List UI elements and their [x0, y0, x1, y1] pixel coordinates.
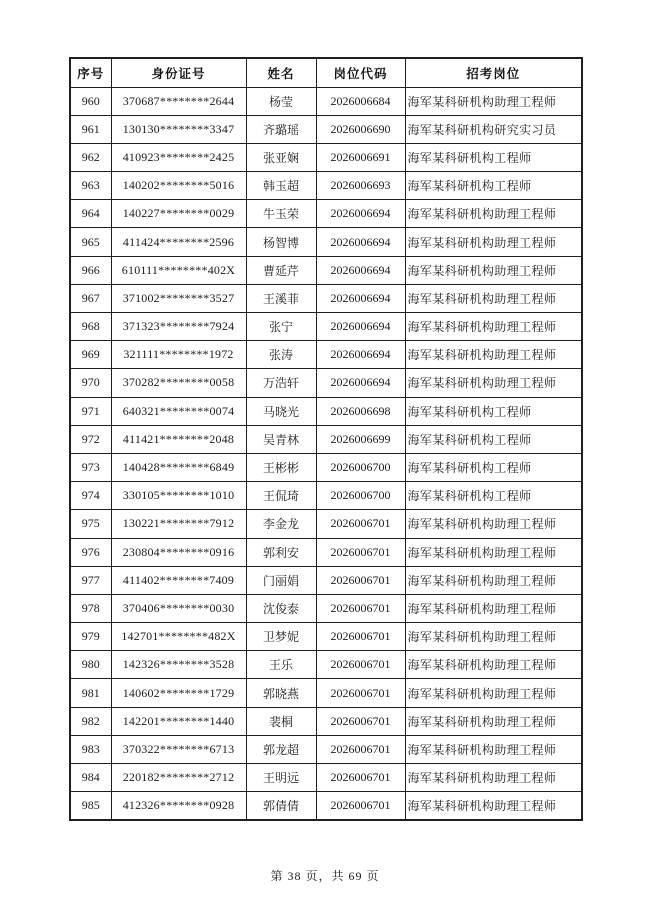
- cell-name: 王乐: [246, 651, 316, 679]
- cell-name: 杨智博: [246, 228, 316, 256]
- cell-name: 张亚娴: [246, 143, 316, 171]
- col-header-serial: 序号: [70, 58, 111, 87]
- cell-position-title: 海军某科研机构助理工程师: [405, 538, 582, 566]
- table-row: [70, 566, 582, 594]
- cell-id-number: 640321********0074: [111, 397, 246, 425]
- cell-serial: 962: [70, 143, 111, 171]
- cell-name: 马晓光: [246, 397, 316, 425]
- cell-position-code: 2026006699: [316, 425, 405, 453]
- cell-position-code: 2026006694: [316, 200, 405, 228]
- cell-position-title: 海军某科研机构研究实习员: [405, 115, 582, 143]
- cell-position-code: 2026006701: [316, 510, 405, 538]
- cell-name: 吴青林: [246, 425, 316, 453]
- cell-position-title: 海军某科研机构助理工程师: [405, 792, 582, 820]
- table-row: [70, 369, 582, 397]
- cell-position-title: 海军某科研机构工程师: [405, 397, 582, 425]
- cell-name: 杨莹: [246, 87, 316, 115]
- cell-position-title: 海军某科研机构助理工程师: [405, 707, 582, 735]
- page-number-footer: 第 38 页，共 69 页: [270, 869, 380, 883]
- cell-name: 郭利安: [246, 538, 316, 566]
- cell-serial: 974: [70, 482, 111, 510]
- cell-id-number: 411424********2596: [111, 228, 246, 256]
- cell-name: 牛玉荣: [246, 200, 316, 228]
- cell-position-title: 海军某科研机构助理工程师: [405, 623, 582, 651]
- table-row: [70, 623, 582, 651]
- cell-serial: 973: [70, 453, 111, 481]
- cell-name: 万浩轩: [246, 369, 316, 397]
- cell-serial: 985: [70, 792, 111, 820]
- cell-serial: 961: [70, 115, 111, 143]
- cell-position-code: 2026006694: [316, 313, 405, 341]
- cell-serial: 967: [70, 284, 111, 312]
- col-header-position-code: 岗位代码: [316, 58, 405, 87]
- table-row: [70, 87, 582, 115]
- cell-position-title: 海军某科研机构助理工程师: [405, 651, 582, 679]
- cell-serial: 965: [70, 228, 111, 256]
- cell-id-number: 370687********2644: [111, 87, 246, 115]
- cell-name: 裴桐: [246, 707, 316, 735]
- cell-name: 郭倩倩: [246, 792, 316, 820]
- cell-name: 齐璐瑶: [246, 115, 316, 143]
- cell-position-title: 海军某科研机构助理工程师: [405, 764, 582, 792]
- cell-name: 王明远: [246, 764, 316, 792]
- cell-position-title: 海军某科研机构助理工程师: [405, 200, 582, 228]
- cell-position-code: 2026006701: [316, 707, 405, 735]
- cell-position-code: 2026006701: [316, 623, 405, 651]
- table-row: [70, 735, 582, 763]
- cell-name: 李金龙: [246, 510, 316, 538]
- cell-id-number: 411421********2048: [111, 425, 246, 453]
- cell-serial: 981: [70, 679, 111, 707]
- cell-serial: 972: [70, 425, 111, 453]
- cell-serial: 979: [70, 623, 111, 651]
- cell-position-code: 2026006701: [316, 792, 405, 820]
- cell-id-number: 220182********2712: [111, 764, 246, 792]
- table-row: [70, 764, 582, 792]
- cell-serial: 976: [70, 538, 111, 566]
- table-row: [70, 397, 582, 425]
- cell-position-code: 2026006693: [316, 172, 405, 200]
- cell-serial: 969: [70, 341, 111, 369]
- cell-id-number: 230804********0916: [111, 538, 246, 566]
- table-row: [70, 510, 582, 538]
- cell-position-code: 2026006701: [316, 594, 405, 622]
- cell-position-code: 2026006701: [316, 538, 405, 566]
- cell-serial: 982: [70, 707, 111, 735]
- cell-name: 门丽娟: [246, 566, 316, 594]
- table-row: [70, 707, 582, 735]
- table-row: [70, 538, 582, 566]
- cell-serial: 983: [70, 735, 111, 763]
- cell-position-code: 2026006701: [316, 764, 405, 792]
- table-row: [70, 792, 582, 820]
- cell-id-number: 370406********0030: [111, 594, 246, 622]
- cell-position-title: 海军某科研机构助理工程师: [405, 313, 582, 341]
- cell-position-code: 2026006694: [316, 284, 405, 312]
- cell-id-number: 330105********1010: [111, 482, 246, 510]
- cell-position-title: 海军某科研机构助理工程师: [405, 735, 582, 763]
- cell-position-code: 2026006694: [316, 369, 405, 397]
- cell-name: 张涛: [246, 341, 316, 369]
- cell-position-code: 2026006701: [316, 566, 405, 594]
- cell-id-number: 142201********1440: [111, 707, 246, 735]
- table-row: [70, 453, 582, 481]
- cell-position-title: 海军某科研机构助理工程师: [405, 228, 582, 256]
- cell-name: 沈俊泰: [246, 594, 316, 622]
- cell-position-code: 2026006700: [316, 482, 405, 510]
- cell-position-code: 2026006694: [316, 228, 405, 256]
- cell-position-code: 2026006701: [316, 679, 405, 707]
- table-row: [70, 482, 582, 510]
- table-row: [70, 425, 582, 453]
- cell-id-number: 321111********1972: [111, 341, 246, 369]
- cell-id-number: 142326********3528: [111, 651, 246, 679]
- cell-id-number: 371323********7924: [111, 313, 246, 341]
- table-row: [70, 313, 582, 341]
- cell-position-code: 2026006694: [316, 341, 405, 369]
- cell-id-number: 140428********6849: [111, 453, 246, 481]
- table-row: [70, 172, 582, 200]
- table-row: [70, 594, 582, 622]
- table-row: [70, 679, 582, 707]
- cell-name: 张宁: [246, 313, 316, 341]
- cell-position-title: 海军某科研机构助理工程师: [405, 510, 582, 538]
- recruitment-roster-table: [69, 57, 583, 821]
- cell-name: 王彬彬: [246, 453, 316, 481]
- cell-serial: 977: [70, 566, 111, 594]
- cell-name: 卫梦妮: [246, 623, 316, 651]
- cell-serial: 966: [70, 256, 111, 284]
- cell-position-title: 海军某科研机构助理工程师: [405, 341, 582, 369]
- cell-name: 郭龙超: [246, 735, 316, 763]
- cell-serial: 970: [70, 369, 111, 397]
- cell-position-title: 海军某科研机构助理工程师: [405, 679, 582, 707]
- cell-id-number: 370282********0058: [111, 369, 246, 397]
- cell-id-number: 412326********0928: [111, 792, 246, 820]
- cell-id-number: 370322********6713: [111, 735, 246, 763]
- table-row: [70, 200, 582, 228]
- cell-name: 韩玉超: [246, 172, 316, 200]
- cell-position-code: 2026006701: [316, 735, 405, 763]
- cell-position-title: 海军某科研机构工程师: [405, 482, 582, 510]
- cell-position-code: 2026006698: [316, 397, 405, 425]
- cell-position-title: 海军某科研机构助理工程师: [405, 87, 582, 115]
- table-row: [70, 284, 582, 312]
- cell-position-title: 海军某科研机构工程师: [405, 425, 582, 453]
- cell-position-title: 海军某科研机构工程师: [405, 172, 582, 200]
- cell-name: 曹延芹: [246, 256, 316, 284]
- cell-serial: 971: [70, 397, 111, 425]
- cell-serial: 964: [70, 200, 111, 228]
- table-row: [70, 143, 582, 171]
- cell-name: 王溪菲: [246, 284, 316, 312]
- cell-id-number: 610111********402X: [111, 256, 246, 284]
- cell-id-number: 130221********7912: [111, 510, 246, 538]
- cell-serial: 975: [70, 510, 111, 538]
- cell-position-title: 海军某科研机构工程师: [405, 453, 582, 481]
- cell-position-code: 2026006700: [316, 453, 405, 481]
- cell-position-title: 海军某科研机构工程师: [405, 143, 582, 171]
- cell-serial: 980: [70, 651, 111, 679]
- cell-id-number: 371002********3527: [111, 284, 246, 312]
- table-row: [70, 256, 582, 284]
- cell-id-number: 410923********2425: [111, 143, 246, 171]
- table-row: [70, 228, 582, 256]
- col-header-name: 姓名: [246, 58, 316, 87]
- cell-serial: 968: [70, 313, 111, 341]
- cell-position-code: 2026006701: [316, 651, 405, 679]
- cell-position-title: 海军某科研机构助理工程师: [405, 284, 582, 312]
- cell-id-number: 130130********3347: [111, 115, 246, 143]
- table-row: [70, 115, 582, 143]
- cell-position-title: 海军某科研机构助理工程师: [405, 566, 582, 594]
- cell-position-title: 海军某科研机构助理工程师: [405, 594, 582, 622]
- cell-id-number: 140227********0029: [111, 200, 246, 228]
- cell-name: 郭晓燕: [246, 679, 316, 707]
- table-row: [70, 651, 582, 679]
- col-header-id-number: 身份证号: [111, 58, 246, 87]
- cell-serial: 960: [70, 87, 111, 115]
- cell-position-title: 海军某科研机构助理工程师: [405, 369, 582, 397]
- header-row: [70, 58, 582, 87]
- cell-position-code: 2026006690: [316, 115, 405, 143]
- cell-position-title: 海军某科研机构助理工程师: [405, 256, 582, 284]
- cell-serial: 978: [70, 594, 111, 622]
- cell-id-number: 140202********5016: [111, 172, 246, 200]
- cell-id-number: 411402********7409: [111, 566, 246, 594]
- cell-serial: 984: [70, 764, 111, 792]
- cell-position-code: 2026006684: [316, 87, 405, 115]
- cell-position-code: 2026006694: [316, 256, 405, 284]
- col-header-position-title: 招考岗位: [405, 58, 582, 87]
- cell-id-number: 142701********482X: [111, 623, 246, 651]
- cell-id-number: 140602********1729: [111, 679, 246, 707]
- cell-serial: 963: [70, 172, 111, 200]
- cell-name: 王侃琦: [246, 482, 316, 510]
- table-row: [70, 341, 582, 369]
- cell-position-code: 2026006691: [316, 143, 405, 171]
